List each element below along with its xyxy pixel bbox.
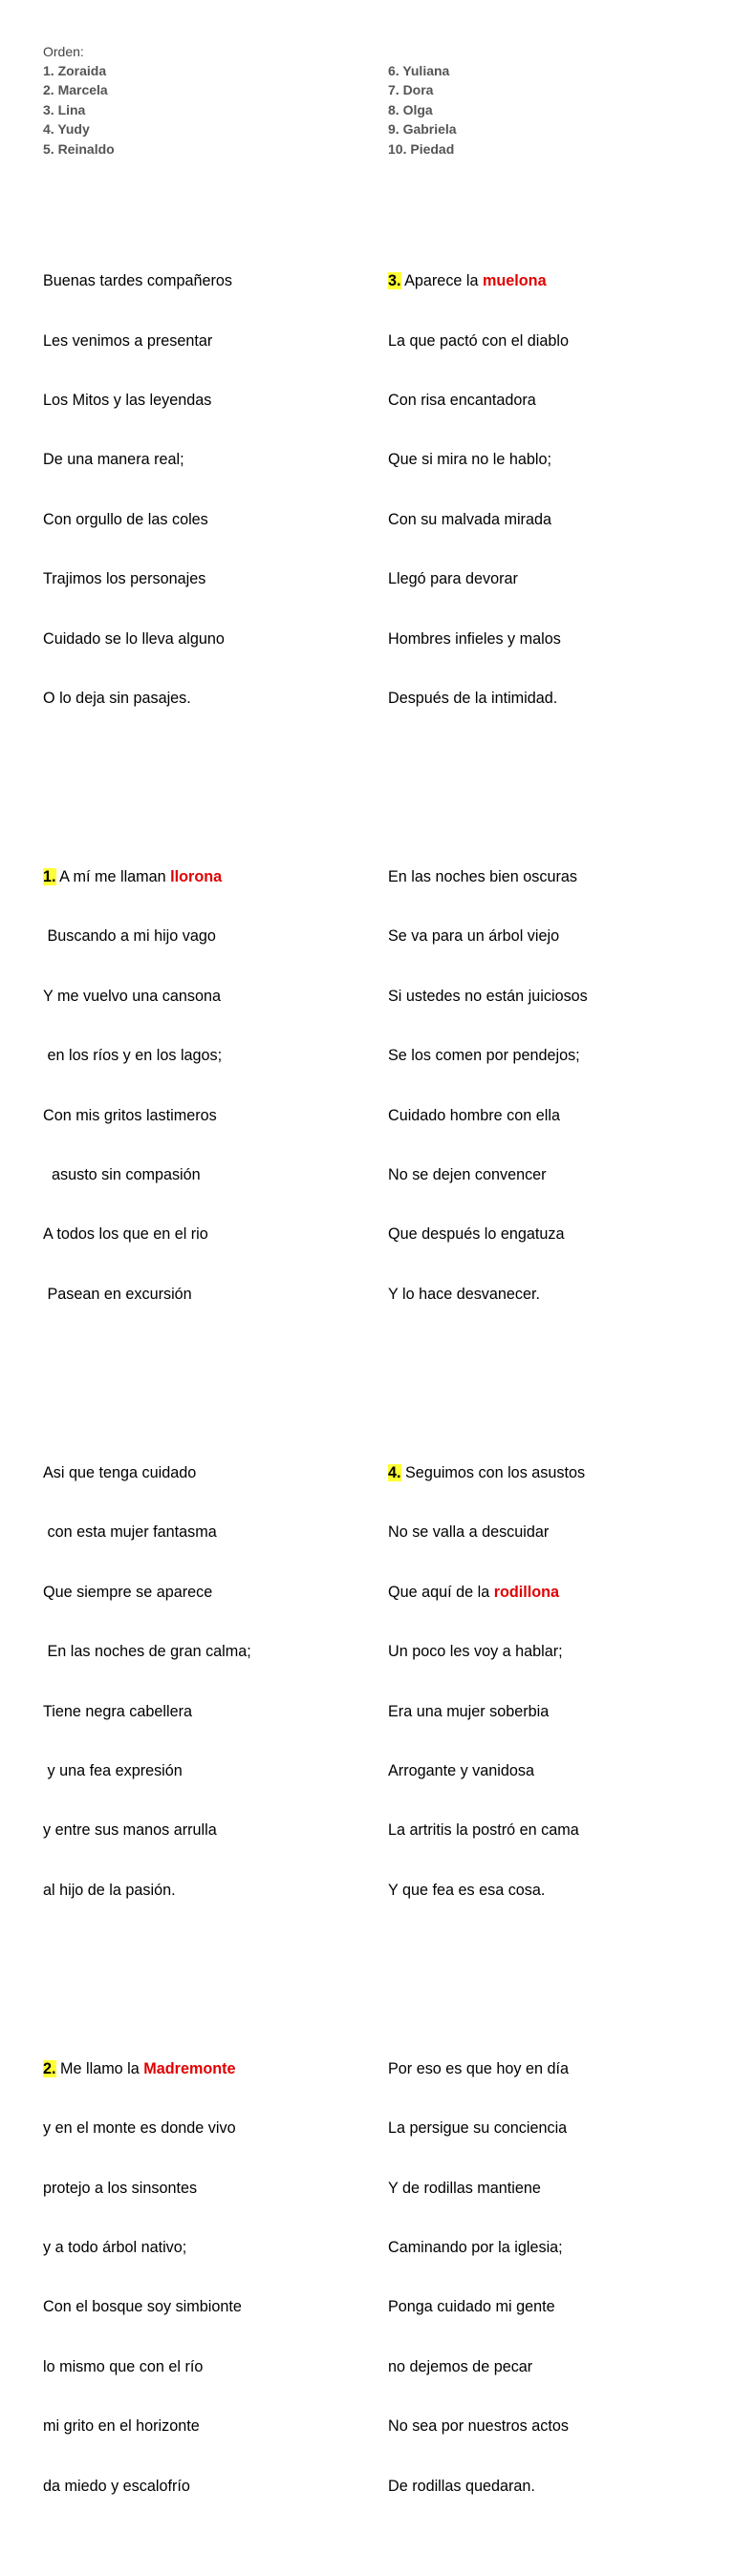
verse-line: La que pactó con el diablo — [388, 331, 570, 350]
verse-line: da miedo y escalofrío — [43, 2477, 190, 2495]
verse-line — [43, 2059, 251, 2079]
verse-text: Seguimos con los asustos — [400, 1464, 586, 1481]
stanza-rodillona-2 — [388, 2019, 588, 2536]
verse-line: Que si mira no le hablo; — [388, 451, 551, 469]
verse-line: con esta mujer fantasma — [43, 1523, 217, 1542]
order-item: 2. Marcela — [43, 82, 108, 98]
verse-line — [388, 1463, 588, 1483]
verse-line: Por eso es que hoy en día — [388, 2059, 569, 2077]
verse-line: Asi que tenga cuidado — [43, 1464, 197, 1481]
verse-line: Con orgullo de las coles — [43, 510, 208, 528]
verse-line: Con su malvada mirada — [388, 510, 551, 528]
verse-line: y entre sus manos arrulla — [43, 1821, 217, 1840]
verse-line: No se dejen convencer — [388, 1166, 547, 1184]
verse-line: No se valla a descuidar — [388, 1523, 550, 1542]
verse-text: Que aquí de la — [388, 1583, 494, 1601]
verse-line: Buenas tardes compañeros — [43, 272, 232, 290]
stanza-intro — [43, 232, 251, 749]
verse-line: Ponga cuidado mi gente — [388, 2298, 555, 2316]
verse-line: Se los comen por pendejos; — [388, 1047, 580, 1065]
order-list-right — [388, 61, 457, 159]
verse-line: Que después lo engatuza — [388, 1225, 565, 1244]
order-item: 9. Gabriela — [388, 121, 457, 138]
verse-line: La persigue su conciencia — [388, 2119, 568, 2138]
verse-line: A todos los que en el rio — [43, 1225, 208, 1244]
verse-line: Buscando a mi hijo vago — [43, 927, 216, 946]
verse-line: O lo deja sin pasajes. — [43, 689, 191, 707]
verse-line: Y lo hace desvanecer. — [388, 1285, 540, 1303]
verse-line: Hombres infieles y malos — [388, 629, 561, 648]
stanza-llorona-2 — [43, 1423, 251, 1940]
stanza-number-highlight: 3. — [388, 272, 401, 290]
verse-line: no dejemos de pecar — [388, 2357, 533, 2375]
stanza-number-highlight: 1. — [43, 868, 56, 886]
verse-line: Después de la intimidad. — [388, 689, 558, 707]
order-item: 6. Yuliana — [388, 63, 450, 78]
verse-line — [43, 867, 251, 887]
verse-line: Un poco les voy a hablar; — [388, 1643, 563, 1661]
verse-line: Con mis gritos lastimeros — [43, 1106, 217, 1124]
verse-line: Y que fea es esa cosa. — [388, 1881, 546, 1899]
stanza-number-highlight: 2. — [43, 2059, 56, 2077]
verse-line: No sea por nuestros actos — [388, 2417, 569, 2436]
verse-line: Se va para un árbol viejo — [388, 927, 560, 946]
verse-line: lo mismo que con el río — [43, 2357, 204, 2375]
verse-line: mi grito en el horizonte — [43, 2417, 200, 2436]
poem-left-column — [43, 192, 251, 2576]
verse-line: Y de rodillas mantiene — [388, 2179, 541, 2197]
verse-line: Era una mujer soberbia — [388, 1702, 550, 1720]
verse-line: Cuidado hombre con ella — [388, 1106, 560, 1124]
verse-line: protejo a los sinsontes — [43, 2179, 198, 2197]
verse-line: La artritis la postró en cama — [388, 1821, 579, 1840]
verse-line: y a todo árbol nativo; — [43, 2239, 187, 2257]
verse-line: Si ustedes no están juiciosos — [388, 987, 588, 1005]
stanza-madremonte — [43, 2019, 251, 2536]
verse-line: Pasean en excursión — [43, 1285, 192, 1303]
poem-right-column — [388, 192, 588, 2576]
verse-text: A mí me llaman — [55, 868, 171, 886]
verse-line: Caminando por la iglesia; — [388, 2239, 563, 2257]
verse-line: Les venimos a presentar — [43, 331, 213, 350]
verse-text: Me llamo la — [55, 2059, 144, 2077]
stanza-number-highlight: 4. — [388, 1464, 401, 1481]
verse-line: De rodillas quedaran. — [388, 2477, 535, 2495]
character-name: rodillona — [493, 1583, 560, 1601]
order-item: 10. Piedad — [388, 140, 455, 157]
character-name: muelona — [483, 272, 547, 290]
order-item: 3. Lina — [43, 101, 86, 117]
verse-line: y una fea expresión — [43, 1761, 183, 1779]
order-list-left — [43, 61, 115, 159]
stanza-llorona — [43, 828, 251, 1345]
verse-line: Tiene negra cabellera — [43, 1702, 192, 1720]
order-item: 7. Dora — [388, 82, 434, 98]
verse-line — [388, 1583, 588, 1603]
verse-line: asusto sin compasión — [43, 1166, 201, 1184]
verse-line: y en el monte es donde vivo — [43, 2119, 236, 2138]
order-item: 1. Zoraida — [43, 63, 107, 78]
verse-line — [388, 271, 588, 291]
verse-text: Aparece la — [400, 272, 484, 290]
character-name: llorona — [170, 868, 223, 886]
verse-line: al hijo de la pasión. — [43, 1881, 176, 1899]
verse-line: De una manera real; — [43, 451, 184, 469]
verse-line: Que siempre se aparece — [43, 1583, 213, 1601]
order-item: 4. Yudy — [43, 121, 90, 138]
stanza-muelona-2 — [388, 828, 588, 1345]
verse-line: Con risa encantadora — [388, 391, 536, 409]
order-item: 5. Reinaldo — [43, 140, 115, 157]
character-name: Madremonte — [143, 2059, 236, 2077]
verse-line: En las noches de gran calma; — [43, 1643, 251, 1661]
order-label: Orden: — [43, 44, 84, 59]
order-item: 8. Olga — [388, 101, 433, 117]
verse-line: Arrogante y vanidosa — [388, 1761, 534, 1779]
verse-line: Con el bosque soy simbionte — [43, 2298, 242, 2316]
verse-line: Llegó para devorar — [388, 570, 518, 588]
stanza-rodillona — [388, 1423, 588, 1940]
stanza-muelona — [388, 232, 588, 749]
verse-line: Cuidado se lo lleva alguno — [43, 629, 225, 648]
verse-line: Los Mitos y las leyendas — [43, 391, 212, 409]
verse-line: Y me vuelvo una cansona — [43, 987, 221, 1005]
verse-line: Trajimos los personajes — [43, 570, 206, 588]
verse-line: En las noches bien oscuras — [388, 868, 577, 886]
verse-line: en los ríos y en los lagos; — [43, 1047, 223, 1065]
